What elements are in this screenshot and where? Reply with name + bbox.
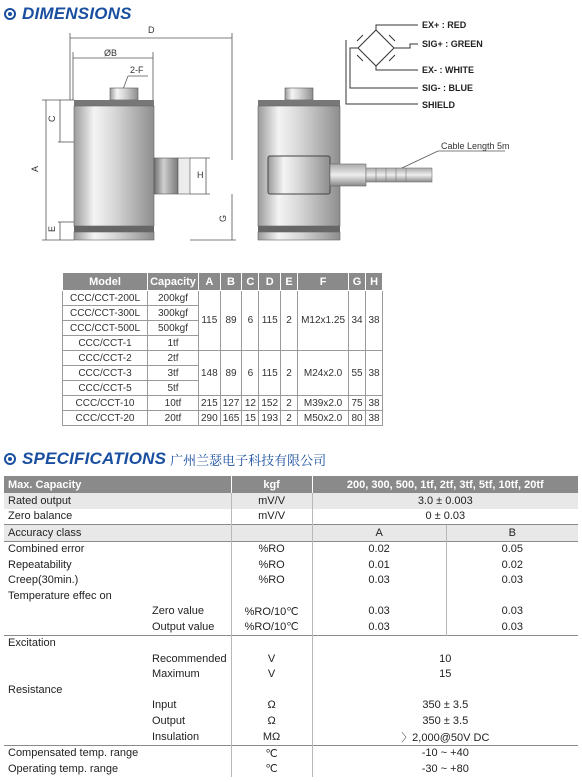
f-cell: M24x2.0 xyxy=(298,351,349,396)
spec-name: Insulation xyxy=(152,730,200,743)
table-row xyxy=(63,291,383,306)
g-cell: 55 xyxy=(349,351,366,396)
spec-name: Resistance xyxy=(8,683,63,696)
label-e: E xyxy=(47,225,57,232)
col-f: F xyxy=(298,273,349,291)
spec-name: Maximum xyxy=(152,668,200,681)
model-cell: CCC/CCT-1 xyxy=(63,336,148,351)
e-cell: 2 xyxy=(281,396,298,411)
label-b: ØB xyxy=(104,48,118,58)
col-g: G xyxy=(349,273,366,291)
wiring-bridge xyxy=(346,25,418,104)
d-cell: 115 xyxy=(259,291,281,351)
cable-length-label: Cable Length 5m xyxy=(441,141,510,151)
capacity-cell: 2tf xyxy=(148,351,199,366)
a-cell: 215 xyxy=(199,396,221,411)
spec-value: 15 xyxy=(312,667,578,683)
h-cell: 38 xyxy=(366,351,383,396)
stud-right xyxy=(285,88,313,100)
spec-unit: MΩ xyxy=(231,729,312,746)
spec-name: Rated output xyxy=(4,493,231,509)
connector-cap-left xyxy=(178,158,190,194)
spec-unit xyxy=(231,588,312,604)
table-row xyxy=(63,396,383,411)
wire-ex-minus: EX- : WHITE xyxy=(422,65,474,75)
a-cell: 290 xyxy=(199,411,221,426)
model-cell: CCC/CCT-500L xyxy=(63,321,148,336)
dim-table-header xyxy=(63,273,383,291)
col-a: A xyxy=(199,273,221,291)
f-cell: M39x2.0 xyxy=(298,396,349,411)
g-cell: 75 xyxy=(349,396,366,411)
col-c: C xyxy=(242,273,259,291)
e-cell: 2 xyxy=(281,291,298,351)
d-cell: 152 xyxy=(259,396,281,411)
spec-unit: kgf xyxy=(231,476,312,493)
capacity-cell: 300kgf xyxy=(148,306,199,321)
table-row xyxy=(4,682,578,698)
spec-unit: ℃ xyxy=(231,745,312,761)
spec-unit: %RO/10℃ xyxy=(231,604,312,620)
spec-value xyxy=(312,682,578,698)
spec-name: Output xyxy=(152,714,186,727)
spec-value-b: 0.03 xyxy=(446,619,578,635)
e-cell: 2 xyxy=(281,411,298,426)
capacity-cell: 3tf xyxy=(148,366,199,381)
label-c: C xyxy=(47,115,57,122)
spec-unit: %RO/10℃ xyxy=(231,619,312,635)
spec-value: 〉2,000@50V DC xyxy=(312,729,578,746)
spec-unit: Ω xyxy=(231,713,312,729)
spec-unit xyxy=(231,682,312,698)
cable-leader xyxy=(402,151,438,168)
connector-face-right xyxy=(268,156,330,194)
model-cell: CCC/CCT-10 xyxy=(63,396,148,411)
table-row xyxy=(4,604,578,620)
spec-value: 0 ± 0.03 xyxy=(312,509,578,525)
stud-left xyxy=(110,88,138,100)
spec-value: 3.0 ± 0.003 xyxy=(312,493,578,509)
spec-name: Zero value xyxy=(152,605,204,618)
spec-value: 200, 300, 500, 1tf, 2tf, 3tf, 5tf, 10tf, 20tf xyxy=(312,476,578,493)
col-e: E xyxy=(281,273,298,291)
label-f: 2-F xyxy=(130,65,144,75)
spec-name: Max. Capacity xyxy=(4,476,231,493)
capacity-cell: 500kgf xyxy=(148,321,199,336)
spec-unit: %RO xyxy=(231,541,312,557)
capacity-cell: 200kgf xyxy=(148,291,199,306)
spec-unit: mV/V xyxy=(231,509,312,525)
spec-name: Output value xyxy=(152,620,215,633)
h-cell: 38 xyxy=(366,396,383,411)
spec-unit: mV/V xyxy=(231,493,312,509)
table-row xyxy=(4,729,578,746)
wire-sig-minus: SIG- : BLUE xyxy=(422,83,473,93)
table-row xyxy=(63,411,383,426)
spec-value-b: 0.02 xyxy=(446,557,578,573)
table-row xyxy=(4,525,578,542)
model-cell: CCC/CCT-300L xyxy=(63,306,148,321)
spec-name: Zero balance xyxy=(8,510,73,523)
capacity-cell: 1tf xyxy=(148,336,199,351)
c-cell: 15 xyxy=(242,411,259,426)
c-cell: 6 xyxy=(242,291,259,351)
table-row xyxy=(4,698,578,714)
specifications-table xyxy=(4,476,578,777)
col-d: D xyxy=(259,273,281,291)
spec-value xyxy=(312,635,578,651)
table-row xyxy=(4,557,578,573)
spec-value-b xyxy=(446,588,578,604)
spec-value-a: 0.03 xyxy=(312,573,446,589)
spec-value-a: A xyxy=(312,525,446,542)
h-cell: 38 xyxy=(366,411,383,426)
spec-unit: %RO xyxy=(231,557,312,573)
spec-value: -10 ~ +40 xyxy=(312,745,578,761)
base-right xyxy=(258,232,340,240)
table-row xyxy=(4,761,578,777)
spec-name: Temperature effec on xyxy=(8,589,112,602)
bottom-ring-left xyxy=(74,226,154,232)
spec-name: Combined error xyxy=(4,541,231,557)
spec-name: Creep(30min.) xyxy=(8,574,79,587)
spec-value-a: 0.03 xyxy=(312,619,446,635)
top-ring-right xyxy=(258,100,340,106)
c-cell: 6 xyxy=(242,351,259,396)
specifications-header xyxy=(4,449,326,469)
label-h: H xyxy=(197,170,204,180)
b-cell: 165 xyxy=(220,411,242,426)
spec-unit: V xyxy=(231,651,312,667)
table-row xyxy=(4,493,578,509)
spec-value-a xyxy=(312,588,446,604)
bottom-ring-right xyxy=(258,226,340,232)
dimension-drawing xyxy=(0,0,582,268)
spec-name: Compensated temp. range xyxy=(4,745,231,761)
base-left xyxy=(74,232,154,240)
spec-unit xyxy=(231,635,312,651)
spec-value: -30 ~ +80 xyxy=(312,761,578,777)
b-cell: 89 xyxy=(220,291,242,351)
body-left xyxy=(74,106,154,226)
wire-ex-plus: EX+ : RED xyxy=(422,20,467,30)
table-row xyxy=(4,541,578,557)
spec-name: Excitation xyxy=(4,635,231,651)
spec-unit: V xyxy=(231,667,312,683)
spec-unit: Ω xyxy=(231,698,312,714)
label-g: G xyxy=(218,214,228,222)
g-cell: 80 xyxy=(349,411,366,426)
top-ring-left xyxy=(74,100,154,106)
label-d: D xyxy=(148,25,155,35)
model-cell: CCC/CCT-3 xyxy=(63,366,148,381)
spec-name: Repeatability xyxy=(8,558,72,571)
table-row xyxy=(4,635,578,651)
company-name: 广州兰瑟电子科技有限公司 xyxy=(170,452,327,468)
dimensions-title: DIMENSIONS xyxy=(22,4,132,23)
capacity-cell: 10tf xyxy=(148,396,199,411)
wire-shield: SHIELD xyxy=(422,100,456,110)
spec-unit: %RO xyxy=(231,573,312,589)
connector-box-left xyxy=(154,158,178,194)
spec-value-a: 0.01 xyxy=(312,557,446,573)
table-row xyxy=(4,573,578,589)
spec-value: 350 ± 3.5 xyxy=(312,713,578,729)
table-row xyxy=(4,667,578,683)
spec-name: Input xyxy=(152,699,177,712)
model-cell: CCC/CCT-5 xyxy=(63,381,148,396)
h-cell: 38 xyxy=(366,291,383,351)
spec-value-b: B xyxy=(446,525,578,542)
a-cell: 148 xyxy=(199,351,221,396)
spec-value-b: 0.05 xyxy=(446,541,578,557)
dimensions-table xyxy=(62,272,383,426)
cable-gland xyxy=(330,164,366,186)
model-cell: CCC/CCT-200L xyxy=(63,291,148,306)
table-row xyxy=(4,619,578,635)
spec-unit: ℃ xyxy=(231,761,312,777)
spec-value-a: 0.03 xyxy=(312,604,446,620)
b-cell: 89 xyxy=(220,351,242,396)
model-cell: CCC/CCT-20 xyxy=(63,411,148,426)
g-cell: 34 xyxy=(349,291,366,351)
label-a: A xyxy=(30,165,40,172)
bullet-icon xyxy=(4,453,16,465)
table-row xyxy=(4,509,578,525)
a-cell: 115 xyxy=(199,291,221,351)
model-cell: CCC/CCT-2 xyxy=(63,351,148,366)
e-cell: 2 xyxy=(281,351,298,396)
capacity-cell: 5tf xyxy=(148,381,199,396)
spec-name: Accuracy class xyxy=(4,525,231,542)
d-cell: 115 xyxy=(259,351,281,396)
spec-value-b: 0.03 xyxy=(446,604,578,620)
d-cell: 193 xyxy=(259,411,281,426)
col-model: Model xyxy=(63,273,148,291)
f-cell: M50x2.0 xyxy=(298,411,349,426)
spec-value: 350 ± 3.5 xyxy=(312,698,578,714)
table-row xyxy=(4,745,578,761)
spec-value: 10 xyxy=(312,651,578,667)
col-b: B xyxy=(220,273,242,291)
spec-name: Recommended xyxy=(152,652,227,665)
spec-name: Operating temp. range xyxy=(8,762,119,775)
col-h: H xyxy=(366,273,383,291)
wire-sig-plus: SIG+ : GREEN xyxy=(422,39,483,49)
spec-value-a: 0.02 xyxy=(312,541,446,557)
table-row xyxy=(4,713,578,729)
table-row xyxy=(4,588,578,604)
b-cell: 127 xyxy=(220,396,242,411)
c-cell: 12 xyxy=(242,396,259,411)
table-row xyxy=(4,651,578,667)
spec-value-b: 0.03 xyxy=(446,573,578,589)
specifications-title: SPECIFICATIONS xyxy=(22,449,167,468)
col-capacity: Capacity xyxy=(148,273,199,291)
spec-unit xyxy=(231,525,312,542)
table-row xyxy=(63,351,383,366)
capacity-cell: 20tf xyxy=(148,411,199,426)
f-cell: M12x1.25 xyxy=(298,291,349,351)
spec-header-row xyxy=(4,476,578,493)
